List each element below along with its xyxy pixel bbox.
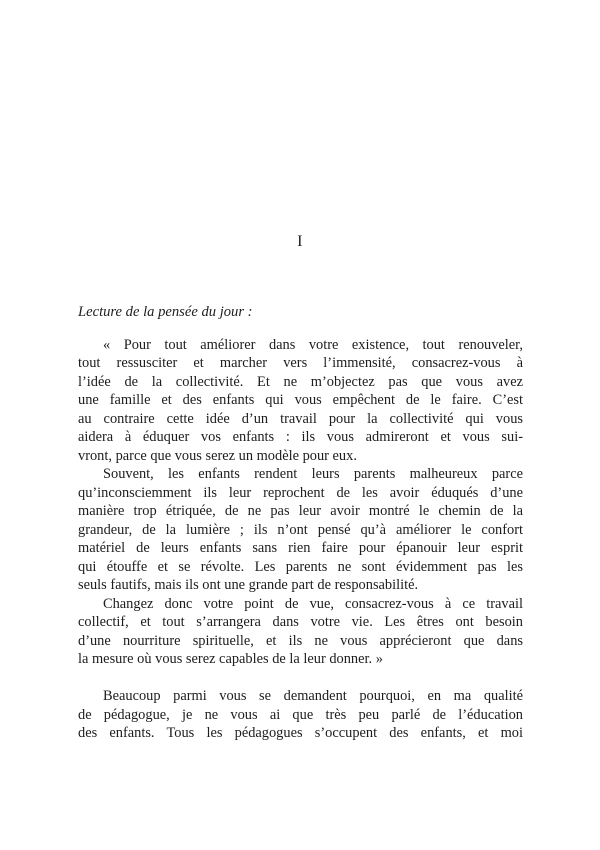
body-line: Beaucoup parmi vous se demandent pourquoi, en ma qualité bbox=[103, 688, 523, 704]
body-line: de pédagogue, je ne vous ai que très peu parlé de l’éducation bbox=[78, 706, 523, 723]
quote-line: collectif, et tout s’arrangera dans votre vie. Les êtres ont besoin bbox=[78, 614, 523, 630]
quote-line: vront, parce que vous serez un modèle pour eux. bbox=[78, 447, 357, 464]
body-line: des enfants. Tous les pédagogues s’occupent des enfants, et moi bbox=[78, 725, 523, 741]
chapter-number-heading: I bbox=[297, 233, 303, 250]
quote-line: qui étouffe et se révolte. Les parents ne sont évidemment pas les bbox=[78, 558, 523, 575]
quote-line: manière trop étriquée, de ne pas leur avoir montré le chemin de la bbox=[78, 503, 523, 519]
quote-line: tout ressusciter et marcher vers l’immensité, consacrez-vous à bbox=[78, 355, 523, 371]
reading-caption: Lecture de la pensée du jour : bbox=[78, 304, 253, 320]
quote-line: seuls fautifs, mais ils ont une grande part de responsabilité. bbox=[78, 577, 419, 593]
quote-line: grandeur, de la lumière ; ils n’ont pensé qu’à améliorer le confort bbox=[78, 521, 523, 538]
quote-line: au contraire cette idée d’un travail pour la collectivité qui vous bbox=[78, 410, 523, 427]
text-block bbox=[78, 336, 523, 743]
quote-line: d’une nourriture spirituelle, et ils ne vous apprécieront que dans bbox=[78, 632, 523, 649]
quote-line: l’idée de la collectivité. Et ne m’objectez pas que vous avez bbox=[78, 373, 523, 390]
quote-line: une famille et des enfants qui vous empêchent de le faire. C’est bbox=[78, 392, 523, 408]
quote-line: la mesure où vous serez capables de la leur donner. » bbox=[78, 651, 383, 667]
quote-line: Changez donc votre point de vue, consacrez-vous à ce travail bbox=[103, 595, 523, 612]
quote-line: qu’inconsciemment ils leur reprochent de les avoir éduqués d’une bbox=[78, 484, 523, 501]
quote-line: aidera à éduquer vos enfants : ils vous admireront et vous sui- bbox=[78, 429, 523, 445]
quote-line: matériel de leurs enfants sans rien faire pour épanouir leur esprit bbox=[78, 540, 523, 556]
paragraph-gap bbox=[78, 669, 523, 688]
quote-line: « Pour tout améliorer dans votre existence, tout renouveler, bbox=[103, 336, 523, 353]
quote-line: Souvent, les enfants rendent leurs parents malheureux parce bbox=[103, 466, 523, 482]
